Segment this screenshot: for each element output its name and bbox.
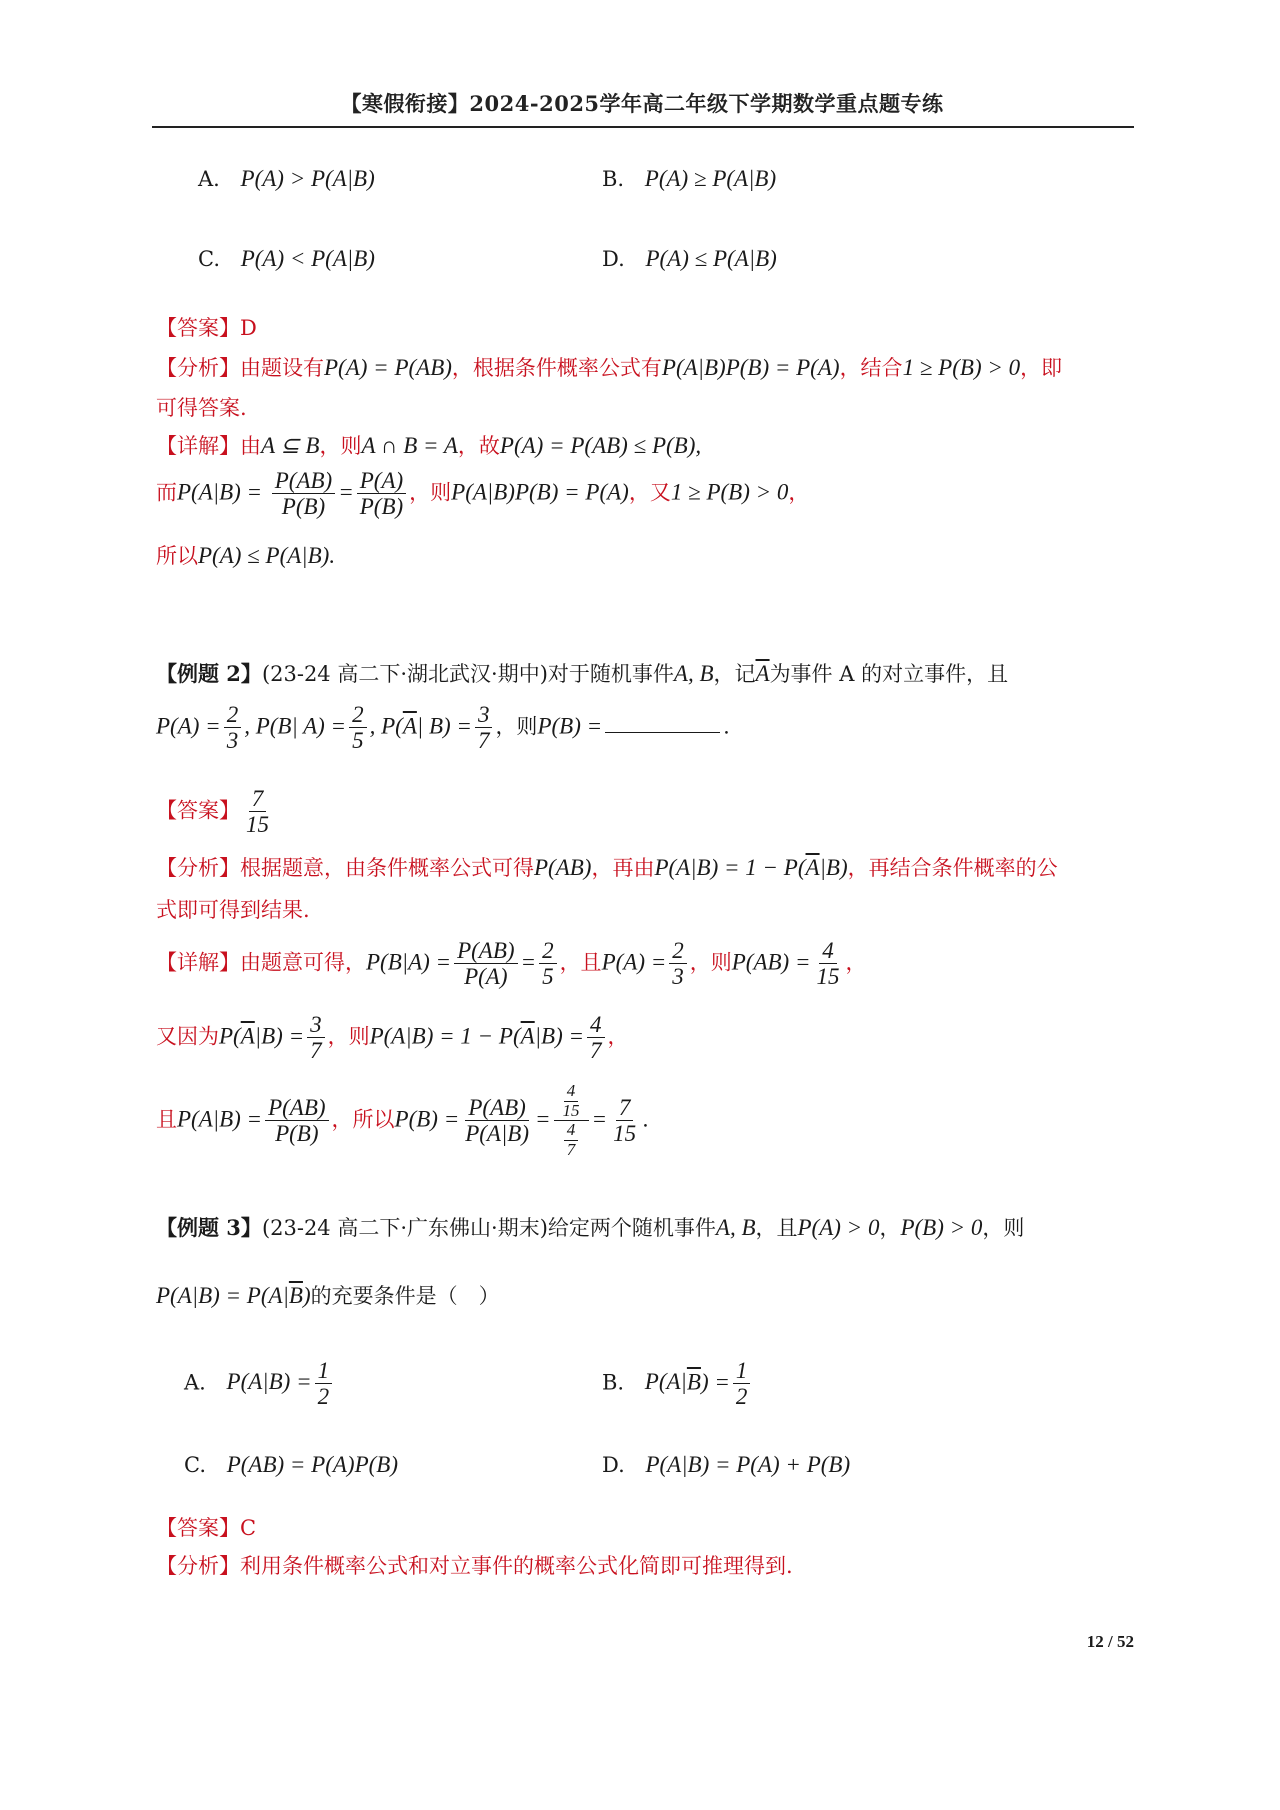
q2-source: (23-24 高二下·湖北武汉·期中) [261,662,548,686]
q1-analysis-line1: 【分析】由题设有P(A) = P(AB)，根据条件概率公式有P(A|B)P(B) = P(A)，结合1 ≥ P(B) > 0，即 [156,355,1063,380]
q1-option-b: B. P(A) ≥ P(A|B) [602,166,777,191]
q1-answer-value: D [240,316,257,340]
q1-option-d-expr: P(A) ≤ P(A|B) [645,246,777,271]
page-number: 12 / 52 [1086,1632,1134,1651]
fraction: $\frac{2}{3}$ [224,702,242,754]
q2-tag: 【例题 2】 [156,661,262,686]
fraction: $\frac{P(AB)}{P(B)}$ [265,1095,328,1147]
fraction: $\frac{1}{2}$ [733,1358,751,1410]
q2-answer [156,786,275,838]
detail-tag: 【详解】 [156,434,240,458]
answer-tag: 【答案】 [156,798,240,823]
q2-stem-line1: 【例题 2】(23-24 高二下·湖北武汉·期中)对于随机事件A, B，记$\overline{A}$为事件 A 的对立事件，且 [156,661,1009,686]
q1-detail-line1: 【详解】由A ⊆ B，则A ∩ B = A，故P(A) = P(AB) ≤ P(B), [156,433,702,458]
q3-option-c: C. P(AB) = P(A)P(B) [184,1452,399,1477]
q3-answer [156,1512,256,1542]
compound-fraction: $\frac{\frac{4}{15}}{\frac{4}{7}}$ [554,1082,589,1160]
q1-option-a: A. P(A) > P(A|B) [198,166,375,191]
q1-option-d: D. P(A) ≤ P(A|B) [602,246,777,271]
q1-option-c-expr: P(A) < P(A|B) [240,246,375,271]
q2-analysis-line2: 式即可得到结果. [156,898,310,922]
fraction: $\frac{P(A)}{P(B)}$ [357,468,406,520]
q1-option-a-expr: P(A) > P(A|B) [240,166,375,191]
q3-stem-line2: $P(A|B) = P(A|\overline{B})$的充要条件是（ ） [156,1283,500,1308]
answer-tag: 【答案】 [156,1516,240,1540]
q3-answer-value: C [240,1516,257,1540]
q3-option-a: A. P(A|B) = $\frac{1}{2}$ [184,1358,335,1410]
fraction: $\frac{2}{5}$ [349,702,367,754]
q1-detail-line2: 而P(A|B) = $\frac{P(AB)}{P(B)}$ = $\frac{P(A)}{P(B)}$ ，则P(A|B)P(B) = P(A)，又1 ≥ P(B) > 0， [156,468,810,520]
q3-option-b: B. $P(A|\overline{B})$ = $\frac{1}{2}$ [602,1358,753,1410]
answer-blank[interactable] [605,732,720,733]
q2-detail-line1: 【详解】由题意可得，P(B|A) = $\frac{P(AB)}{P(A)}$ = $\frac{2}{5}$ ，且P(A) = $\frac{2}{3}$ ，则P(AB) = $\frac{4}{15}$ ， [156,938,867,990]
analysis-tag: 【分析】 [156,1554,240,1578]
fraction: $\frac{2}{5}$ [539,938,557,990]
fraction: $\frac{4}{7}$ [587,1012,605,1064]
q3-stem-line1: 【例题 3】(23-24 高二下·广东佛山·期末)给定两个随机事件A, B，且P(A) > 0，P(B) > 0，则 [156,1215,1025,1240]
page-header-title: 【寒假衔接】2024-2025学年高二年级下学期数学重点题专练 [340,91,944,116]
q3-source: (23-24 高二下·广东佛山·期末) [261,1216,548,1240]
q1-option-c: C. P(A) < P(A|B) [198,246,375,271]
analysis-tag: 【分析】 [156,856,240,880]
fraction: $\frac{7}{15}$ [613,1095,637,1147]
fraction: $\frac{P(AB)}{P(A|B)}$ [465,1095,530,1147]
q2-stem-line2: P(A) = $\frac{2}{3}$ , P(B| A) = $\frac{2}{5}$ , $P(\overline{A}|$ B) = $\frac{3}{7}$ ，则P(B) = . [156,702,730,754]
detail-tag: 【详解】 [156,950,240,975]
q3-analysis: 【分析】利用条件概率公式和对立事件的概率公式化简即可推理得到. [156,1554,793,1578]
q2-analysis-line1: 【分析】根据题意，由条件概率公式可得P(AB)，再由$P(A|B) = 1 - P(\overline{A}|B)$，再结合条件概率的公 [156,855,1058,880]
fraction: $\frac{4}{15}$ [816,938,840,990]
fraction: $\frac{P(AB)}{P(A)}$ [454,938,517,990]
q2-answer-fraction: $\frac{7}{15}$ [246,786,269,838]
answer-tag: 【答案】 [156,316,240,340]
q2-detail-line2: 又因为$P(\overline{A}|B)$ = $\frac{3}{7}$ ，则$P(A|B) = 1 - P(\overline{A}|B)$ = $\frac{4}{7}$ ， [156,1012,629,1064]
header-divider [152,126,1134,128]
q2-detail-line3: 且P(A|B) = $\frac{P(AB)}{P(B)}$ ，所以P(B) = $\frac{P(AB)}{P(A|B)}$ = $\frac{\frac{4}{15}}{\frac{4}{7}}$ = $\frac{7}{15}$ . [156,1081,649,1160]
fraction: $\frac{1}{2}$ [315,1358,333,1410]
q1-detail-line3: 所以P(A) ≤ P(A|B). [156,543,336,568]
fraction: $\frac{P(AB)}{P(B)}$ [272,468,335,520]
q3-option-d: D. P(A|B) = P(A) + P(B) [602,1452,851,1477]
fraction: $\frac{3}{7}$ [475,702,493,754]
q1-analysis-line2: 可得答案. [156,396,247,420]
analysis-tag: 【分析】 [156,356,240,380]
q3-tag: 【例题 3】 [156,1215,262,1240]
q1-answer [156,312,257,342]
fraction: $\frac{3}{7}$ [307,1012,325,1064]
fraction: $\frac{2}{3}$ [669,938,687,990]
q1-option-b-expr: P(A) ≥ P(A|B) [644,166,777,191]
